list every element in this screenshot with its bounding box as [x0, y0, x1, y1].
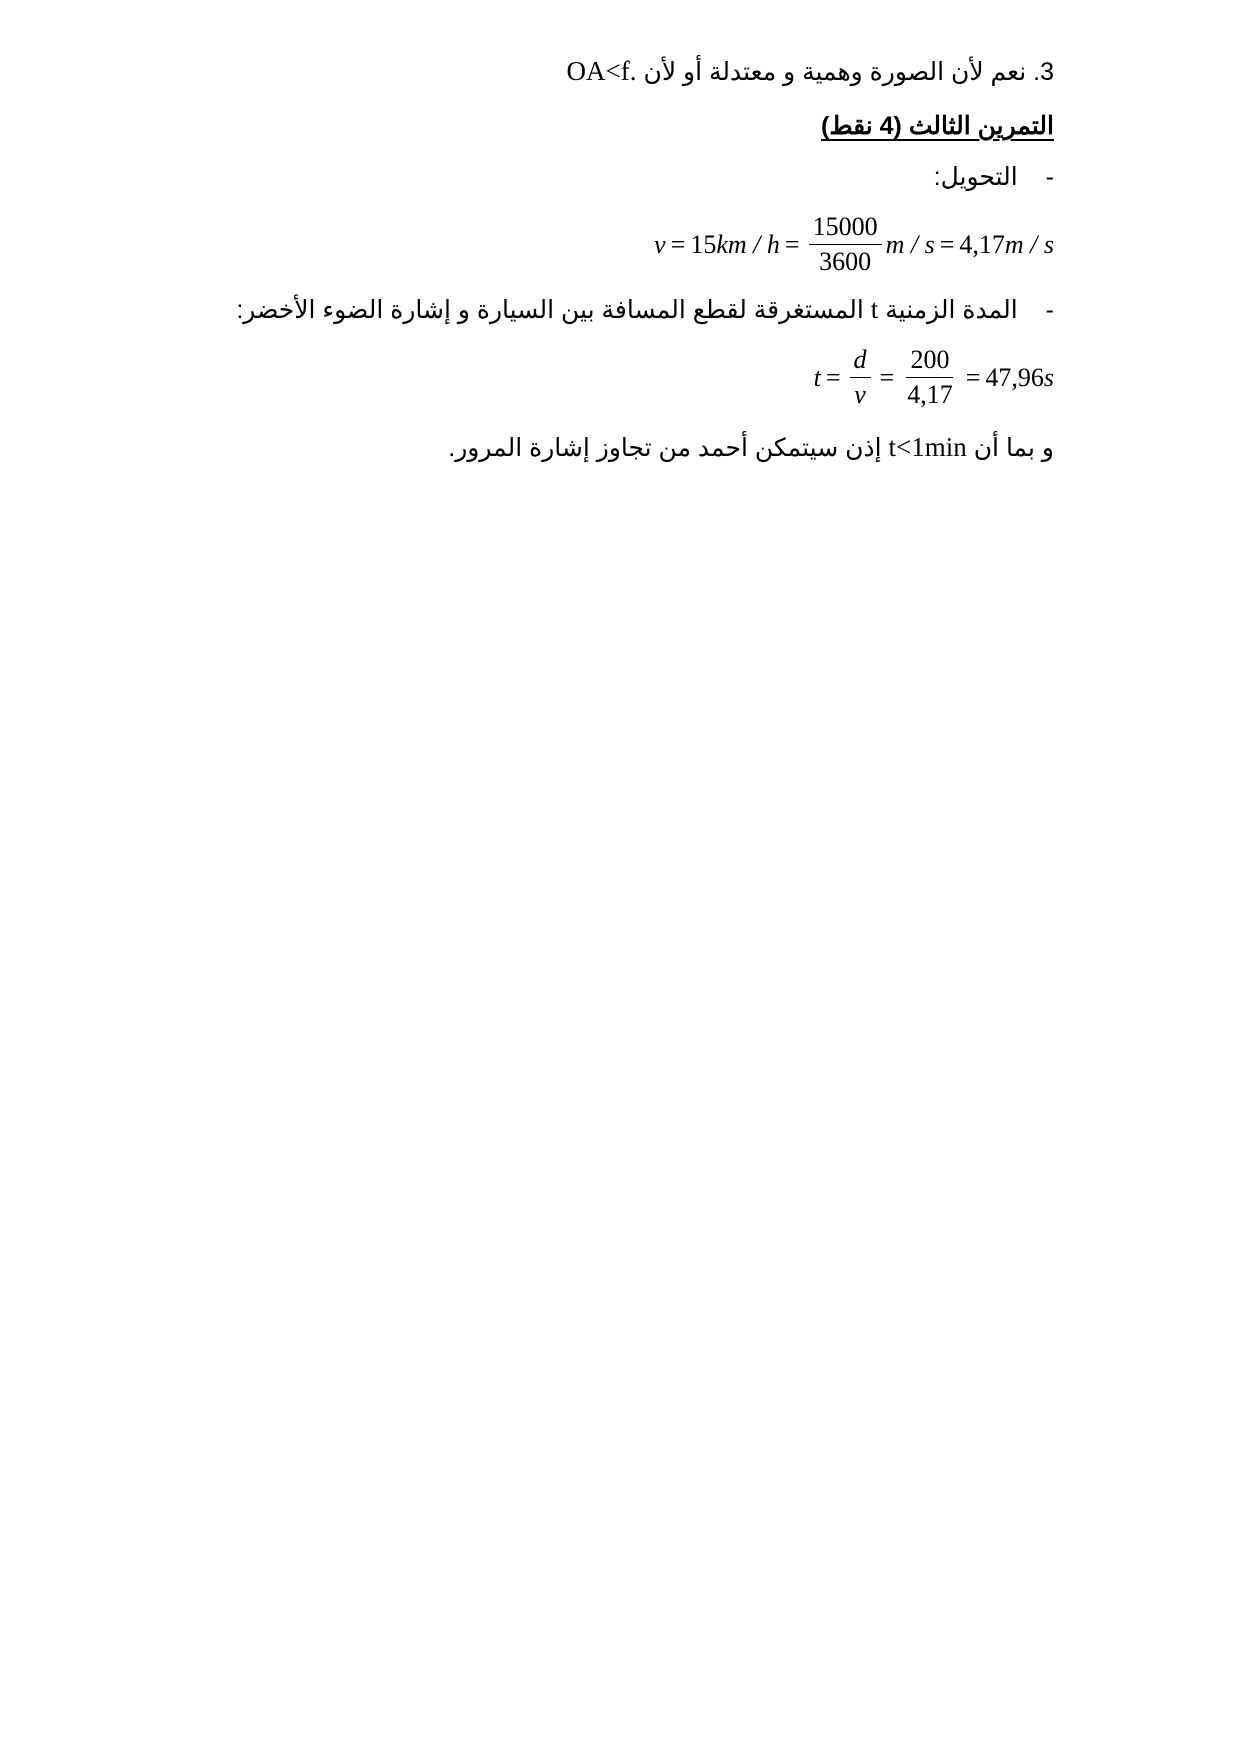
answer-condition: OA<f — [566, 56, 630, 86]
speed-lhs-var: v — [654, 229, 666, 259]
time-fraction2-denominator: 4,17 — [907, 379, 953, 409]
speed-eq3: = — [939, 229, 955, 259]
time-fraction2-numerator: 200 — [906, 346, 953, 378]
time-equation — [814, 346, 1054, 409]
time-result: 47,96 — [985, 362, 1044, 392]
conclusion-text-before: و بما أن — [973, 434, 1054, 462]
time-eq2: = — [879, 362, 895, 392]
conversion-label: التحويل: — [933, 163, 1018, 191]
speed-fraction — [809, 213, 882, 276]
time-result-unit: s — [1043, 362, 1054, 392]
time-lhs-var: t — [813, 362, 821, 392]
speed-fraction-denominator: 3600 — [819, 246, 872, 276]
time-fraction-values — [903, 346, 957, 409]
answer-end: . — [629, 56, 637, 86]
conclusion-line — [448, 432, 1054, 463]
answer-number: 3. — [1033, 58, 1054, 86]
answer-3-line — [567, 56, 1054, 87]
conclusion-text-after: إذن سيتمكن أحمد من تجاوز إشارة المرور. — [448, 434, 882, 462]
conversion-line — [934, 162, 1054, 192]
speed-fraction-numerator: 15000 — [809, 213, 882, 245]
speed-result: 4,17 — [959, 229, 1005, 259]
duration-var: t — [870, 294, 879, 324]
exercise-3-heading: التمرين الثالث (4 نقط) — [821, 112, 1054, 140]
speed-eq1: = — [670, 229, 686, 259]
speed-unit-ms: m / s — [885, 229, 935, 259]
time-eq1: = — [825, 362, 841, 392]
speed-result-unit: m / s — [1004, 229, 1054, 259]
time-fraction-denominator: v — [854, 379, 866, 409]
speed-value-kmh: 15 — [690, 229, 717, 259]
duration-text-after: المستغرقة لقطع المسافة بين السيارة و إشارة الضوء الأخضر: — [236, 296, 864, 324]
speed-eq2: = — [784, 229, 800, 259]
speed-equation — [654, 213, 1054, 276]
speed-unit-kmh: km / h — [716, 229, 780, 259]
time-fraction-dv — [850, 346, 871, 409]
duration-line — [236, 294, 1054, 325]
conclusion-condition: t<1min — [888, 432, 967, 462]
answer-text: نعم لأن الصورة وهمية و معتدلة أو لأن — [643, 58, 1027, 86]
time-fraction-numerator: d — [850, 346, 871, 378]
conversion-dash: - — [1045, 163, 1054, 191]
time-eq3: = — [965, 362, 981, 392]
duration-text-before: المدة الزمنية — [885, 296, 1018, 324]
duration-dash: - — [1045, 296, 1054, 324]
